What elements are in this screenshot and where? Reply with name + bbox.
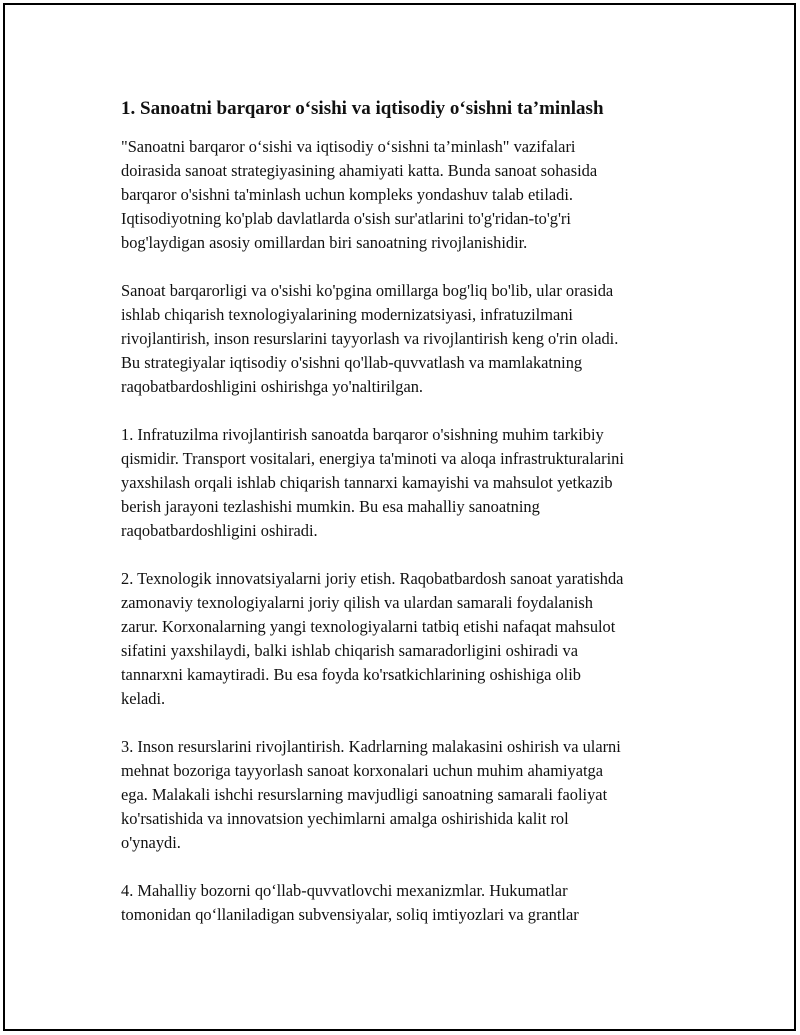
section-title: 1. Sanoatni barqaror o‘sishi va iqtisodiy o‘sishni ta’minlash (121, 98, 604, 119)
paragraph-line: Sanoat barqarorligi va o'sishi ko'pgina omillarga bog'liq bo'lib, ular orasida (121, 281, 614, 300)
paragraph-line: Iqtisodiyotning ko'plab davlatlarda o'sish sur'atlarini to'g'ridan-to'g'ri (121, 209, 571, 228)
paragraph-technology (121, 567, 691, 711)
paragraph-line: barqaror o'sishni ta'minlash uchun kompleks yondashuv talab etiladi. (121, 185, 574, 204)
paragraph-infrastructure (121, 423, 691, 543)
paragraph-line: ko'rsatishida va innovatsion yechimlarni amalga oshirishida kalit rol (121, 809, 569, 828)
paragraph-line: mehnat bozoriga tayyorlash sanoat korxonalari uchun muhim ahamiyatga (121, 761, 604, 780)
paragraph-local-market (121, 879, 691, 927)
paragraph-line: 4. Mahalliy bozorni qo‘llab-quvvatlovchi mexanizmlar. Hukumatlar (121, 881, 568, 900)
paragraph-line: tannarxni kamaytiradi. Bu esa foyda ko'rsatkichlarining oshishiga olib (121, 665, 581, 684)
paragraph-line: ega. Malakali ishchi resurslarning mavjudligi sanoatning samarali faoliyat (121, 785, 608, 804)
paragraph-line: o'ynaydi. (121, 833, 181, 852)
paragraph-line: raqobatbardoshligini oshiradi. (121, 521, 318, 540)
paragraph-line: sifatini yaxshilaydi, balki ishlab chiqarish samaradorligini oshiradi va (121, 641, 579, 660)
paragraph-line: 3. Inson resurslarini rivojlantirish. Kadrlarning malakasini oshirish va ularni (121, 737, 621, 756)
paragraph-line: 2. Texnologik innovatsiyalarni joriy etish. Raqobatbardosh sanoat yaratishda (121, 569, 624, 588)
paragraph-line: tomonidan qo‘llaniladigan subvensiyalar, soliq imtiyozlari va grantlar (121, 905, 579, 924)
paragraph-line: ishlab chiqarish texnologiyalarining modernizatsiyasi, infratuzilmani (121, 305, 573, 324)
paragraph-line: bog'laydigan asosiy omillardan biri sanoatning rivojlanishidir. (121, 233, 528, 252)
paragraph-line: "Sanoatni barqaror o‘sishi va iqtisodiy o‘sishni ta’minlash" vazifalari (121, 137, 576, 156)
paragraph-intro (121, 135, 691, 255)
paragraph-line: Bu strategiyalar iqtisodiy o'sishni qo'llab-quvvatlash va mamlakatning (121, 353, 583, 372)
paragraph-line: raqobatbardoshligini oshirishga yo'naltirilgan. (121, 377, 424, 396)
paragraph-line: doirasida sanoat strategiyasining ahamiyati katta. Bunda sanoat sohasida (121, 161, 598, 180)
paragraph-line: yaxshilash orqali ishlab chiqarish tannarxi kamayishi va mahsulot yetkazib (121, 473, 613, 492)
paragraph-line: zamonaviy texnologiyalarni joriy qilish va ulardan samarali foydalanish (121, 593, 594, 612)
paragraph-line: 1. Infratuzilma rivojlantirish sanoatda barqaror o'sishning muhim tarkibiy (121, 425, 604, 444)
document-page (3, 3, 796, 1031)
paragraph-line: berish jarayoni tezlashishi mumkin. Bu esa mahalliy sanoatning (121, 497, 540, 516)
document-body (121, 96, 691, 951)
paragraph-line: zarur. Korxonalarning yangi texnologiyalarni tatbiq etishi nafaqat mahsulot (121, 617, 616, 636)
paragraph-human-resources (121, 735, 691, 855)
paragraph-line: qismidir. Transport vositalari, energiya ta'minoti va aloqa infrastrukturalarini (121, 449, 624, 468)
paragraph-line: keladi. (121, 689, 166, 708)
paragraph-line: rivojlantirish, inson resurslarini tayyorlash va rivojlantirish keng o'rin oladi. (121, 329, 619, 348)
paragraph-factors (121, 279, 691, 399)
